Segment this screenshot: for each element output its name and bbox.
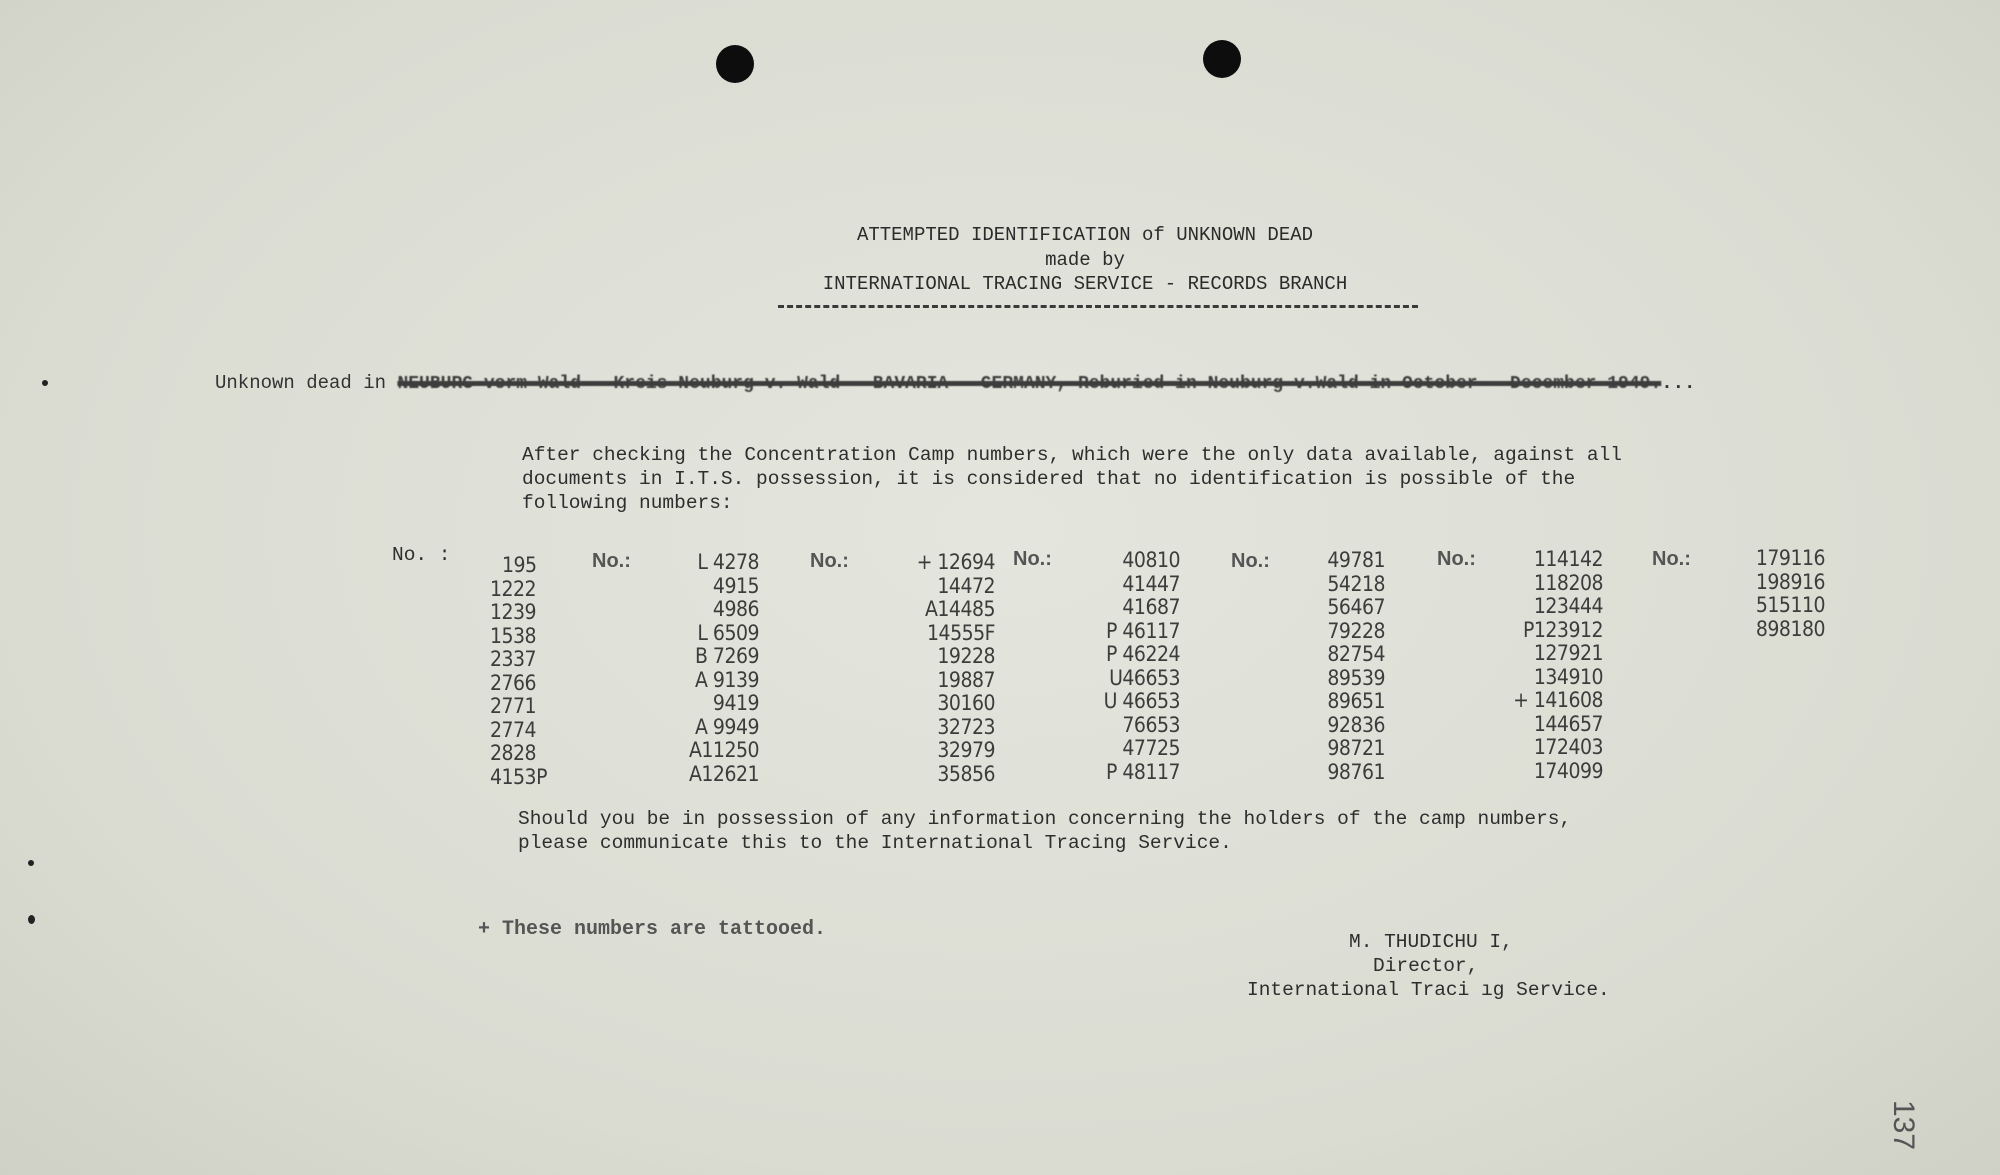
camp-number: P 46224 <box>1106 642 1180 666</box>
closing-line: Should you be in possession of any information concerning the holders of the camp numbers, <box>518 808 1572 830</box>
header-organization: INTERNATIONAL TRACING SERVICE - RECORDS BRANCH <box>822 273 1348 295</box>
camp-number: 56467 <box>1327 595 1385 619</box>
camp-number: 515110 <box>1755 593 1825 617</box>
camp-number: 54218 <box>1327 571 1385 596</box>
number-column-2 <box>655 551 759 786</box>
camp-number: 98761 <box>1327 759 1385 784</box>
intro-line: After checking the Concentration Camp numbers, which were the only data available, against all <box>522 444 1622 466</box>
camp-number: P123912 <box>1523 617 1603 642</box>
tattoo-note: + These numbers are tattooed. <box>478 918 827 941</box>
header-divider <box>778 305 1418 308</box>
camp-number: B 7269 <box>694 644 759 668</box>
camp-number: 76653 <box>1122 712 1180 737</box>
camp-number: 174099 <box>1533 758 1603 783</box>
page-number-stamp: 137 <box>1887 1100 1920 1151</box>
numbers-label: No. : <box>392 544 451 566</box>
camp-number: U 46653 <box>1103 689 1180 713</box>
camp-number: L 4278 <box>697 550 759 574</box>
camp-number: 2828 <box>490 741 537 765</box>
camp-number: 127921 <box>1533 641 1603 665</box>
camp-number: 2774 <box>490 717 537 742</box>
punch-hole-right <box>1203 40 1241 78</box>
unknown-dead-line <box>215 372 1695 394</box>
camp-number: A11250 <box>688 738 759 762</box>
camp-number: 172403 <box>1533 735 1603 759</box>
camp-number: 179116 <box>1755 546 1825 570</box>
camp-number: U46653 <box>1109 665 1180 690</box>
camp-number: 47725 <box>1122 736 1180 760</box>
camp-number: A12621 <box>688 761 759 786</box>
camp-number: 114142 <box>1533 547 1603 571</box>
number-column-1 <box>470 554 560 789</box>
punch-hole-left <box>716 45 754 83</box>
camp-number: 14472 <box>937 573 995 598</box>
camp-number: 118208 <box>1533 570 1603 595</box>
unknown-dead-trailing: ... <box>1661 372 1696 394</box>
camp-number: 14555F <box>927 620 995 645</box>
closing-line: please communicate this to the International Tracing Service. <box>518 832 1232 854</box>
camp-number: 40810 <box>1122 548 1180 572</box>
camp-number: P 46117 <box>1106 618 1180 643</box>
col5-label: No.: <box>1231 550 1270 572</box>
header-title: ATTEMPTED IDENTIFICATION of UNKNOWN DEAD <box>856 224 1314 246</box>
col2-label: No.: <box>592 550 631 572</box>
camp-number: 19887 <box>937 667 995 692</box>
camp-number: 49781 <box>1327 548 1385 572</box>
camp-number: 41447 <box>1122 571 1180 596</box>
camp-number: + 141608 <box>1513 688 1603 712</box>
camp-number: 4986 <box>712 597 759 621</box>
camp-number: 92836 <box>1327 712 1385 737</box>
camp-number: 89651 <box>1327 689 1385 713</box>
camp-number: 89539 <box>1327 665 1385 690</box>
col6-label: No.: <box>1437 548 1476 570</box>
number-column-7 <box>1735 547 1825 641</box>
signature-name: M. THUDICHU I, <box>1349 931 1513 953</box>
camp-number: 144657 <box>1533 711 1603 736</box>
number-column-3 <box>870 551 995 786</box>
camp-number: 898180 <box>1755 616 1825 641</box>
intro-line: documents in I.T.S. possession, it is considered that no identification is possible of the <box>522 468 1576 490</box>
camp-number: 41687 <box>1122 595 1180 619</box>
margin-speck <box>42 380 48 386</box>
camp-number: 1538 <box>490 623 537 648</box>
struck-location-text: NEUBURG vorm Wald - Kreis Neuburg v. Wald - BAVARIA - GERMANY, Reburied in Neuburg v.Wald in October - December 1949. <box>397 374 1662 394</box>
camp-number: 123444 <box>1533 594 1603 618</box>
camp-number: 30160 <box>937 691 995 715</box>
camp-number: 2771 <box>490 694 537 718</box>
camp-number: 2337 <box>490 647 537 671</box>
camp-number: 2766 <box>490 670 537 695</box>
camp-number: + 12694 <box>916 550 995 574</box>
intro-paragraph <box>522 443 1622 515</box>
col4-label: No.: <box>1013 548 1052 570</box>
camp-number: 195 <box>502 553 537 577</box>
camp-number: 1239 <box>490 600 537 624</box>
camp-number: 1222 <box>490 576 537 601</box>
signature-organization: International Traci ıg Service. <box>1247 979 1610 1001</box>
header-subtitle: made by <box>1045 249 1125 271</box>
camp-number: A14485 <box>924 597 995 621</box>
camp-number: L 6509 <box>697 620 759 645</box>
col7-label: No.: <box>1652 548 1691 570</box>
camp-number: A 9949 <box>695 714 759 739</box>
camp-number: P 48117 <box>1106 759 1180 784</box>
camp-number: 82754 <box>1327 642 1385 666</box>
margin-speck <box>28 860 34 866</box>
closing-paragraph <box>518 807 1571 855</box>
number-column-4 <box>1075 549 1180 784</box>
camp-number: 4915 <box>712 573 759 598</box>
col3-label: No.: <box>810 550 849 572</box>
camp-number: 19228 <box>937 644 995 668</box>
unknown-dead-prefix: Unknown dead in <box>215 372 387 394</box>
number-column-6 <box>1490 548 1603 783</box>
camp-number: 79228 <box>1327 618 1385 643</box>
camp-number: 32979 <box>937 738 995 762</box>
camp-number: 4153P <box>490 764 547 789</box>
number-column-5 <box>1290 549 1385 784</box>
camp-number: 198916 <box>1755 569 1825 594</box>
camp-number: 32723 <box>937 714 995 739</box>
camp-number: A 9139 <box>695 667 759 692</box>
intro-line: following numbers: <box>522 492 733 514</box>
camp-number: 134910 <box>1533 664 1603 689</box>
camp-number: 35856 <box>937 761 995 786</box>
signature-title: Director, <box>1373 955 1479 977</box>
camp-number: 98721 <box>1327 736 1385 760</box>
camp-number: 9419 <box>712 691 759 715</box>
margin-speck <box>28 915 35 924</box>
